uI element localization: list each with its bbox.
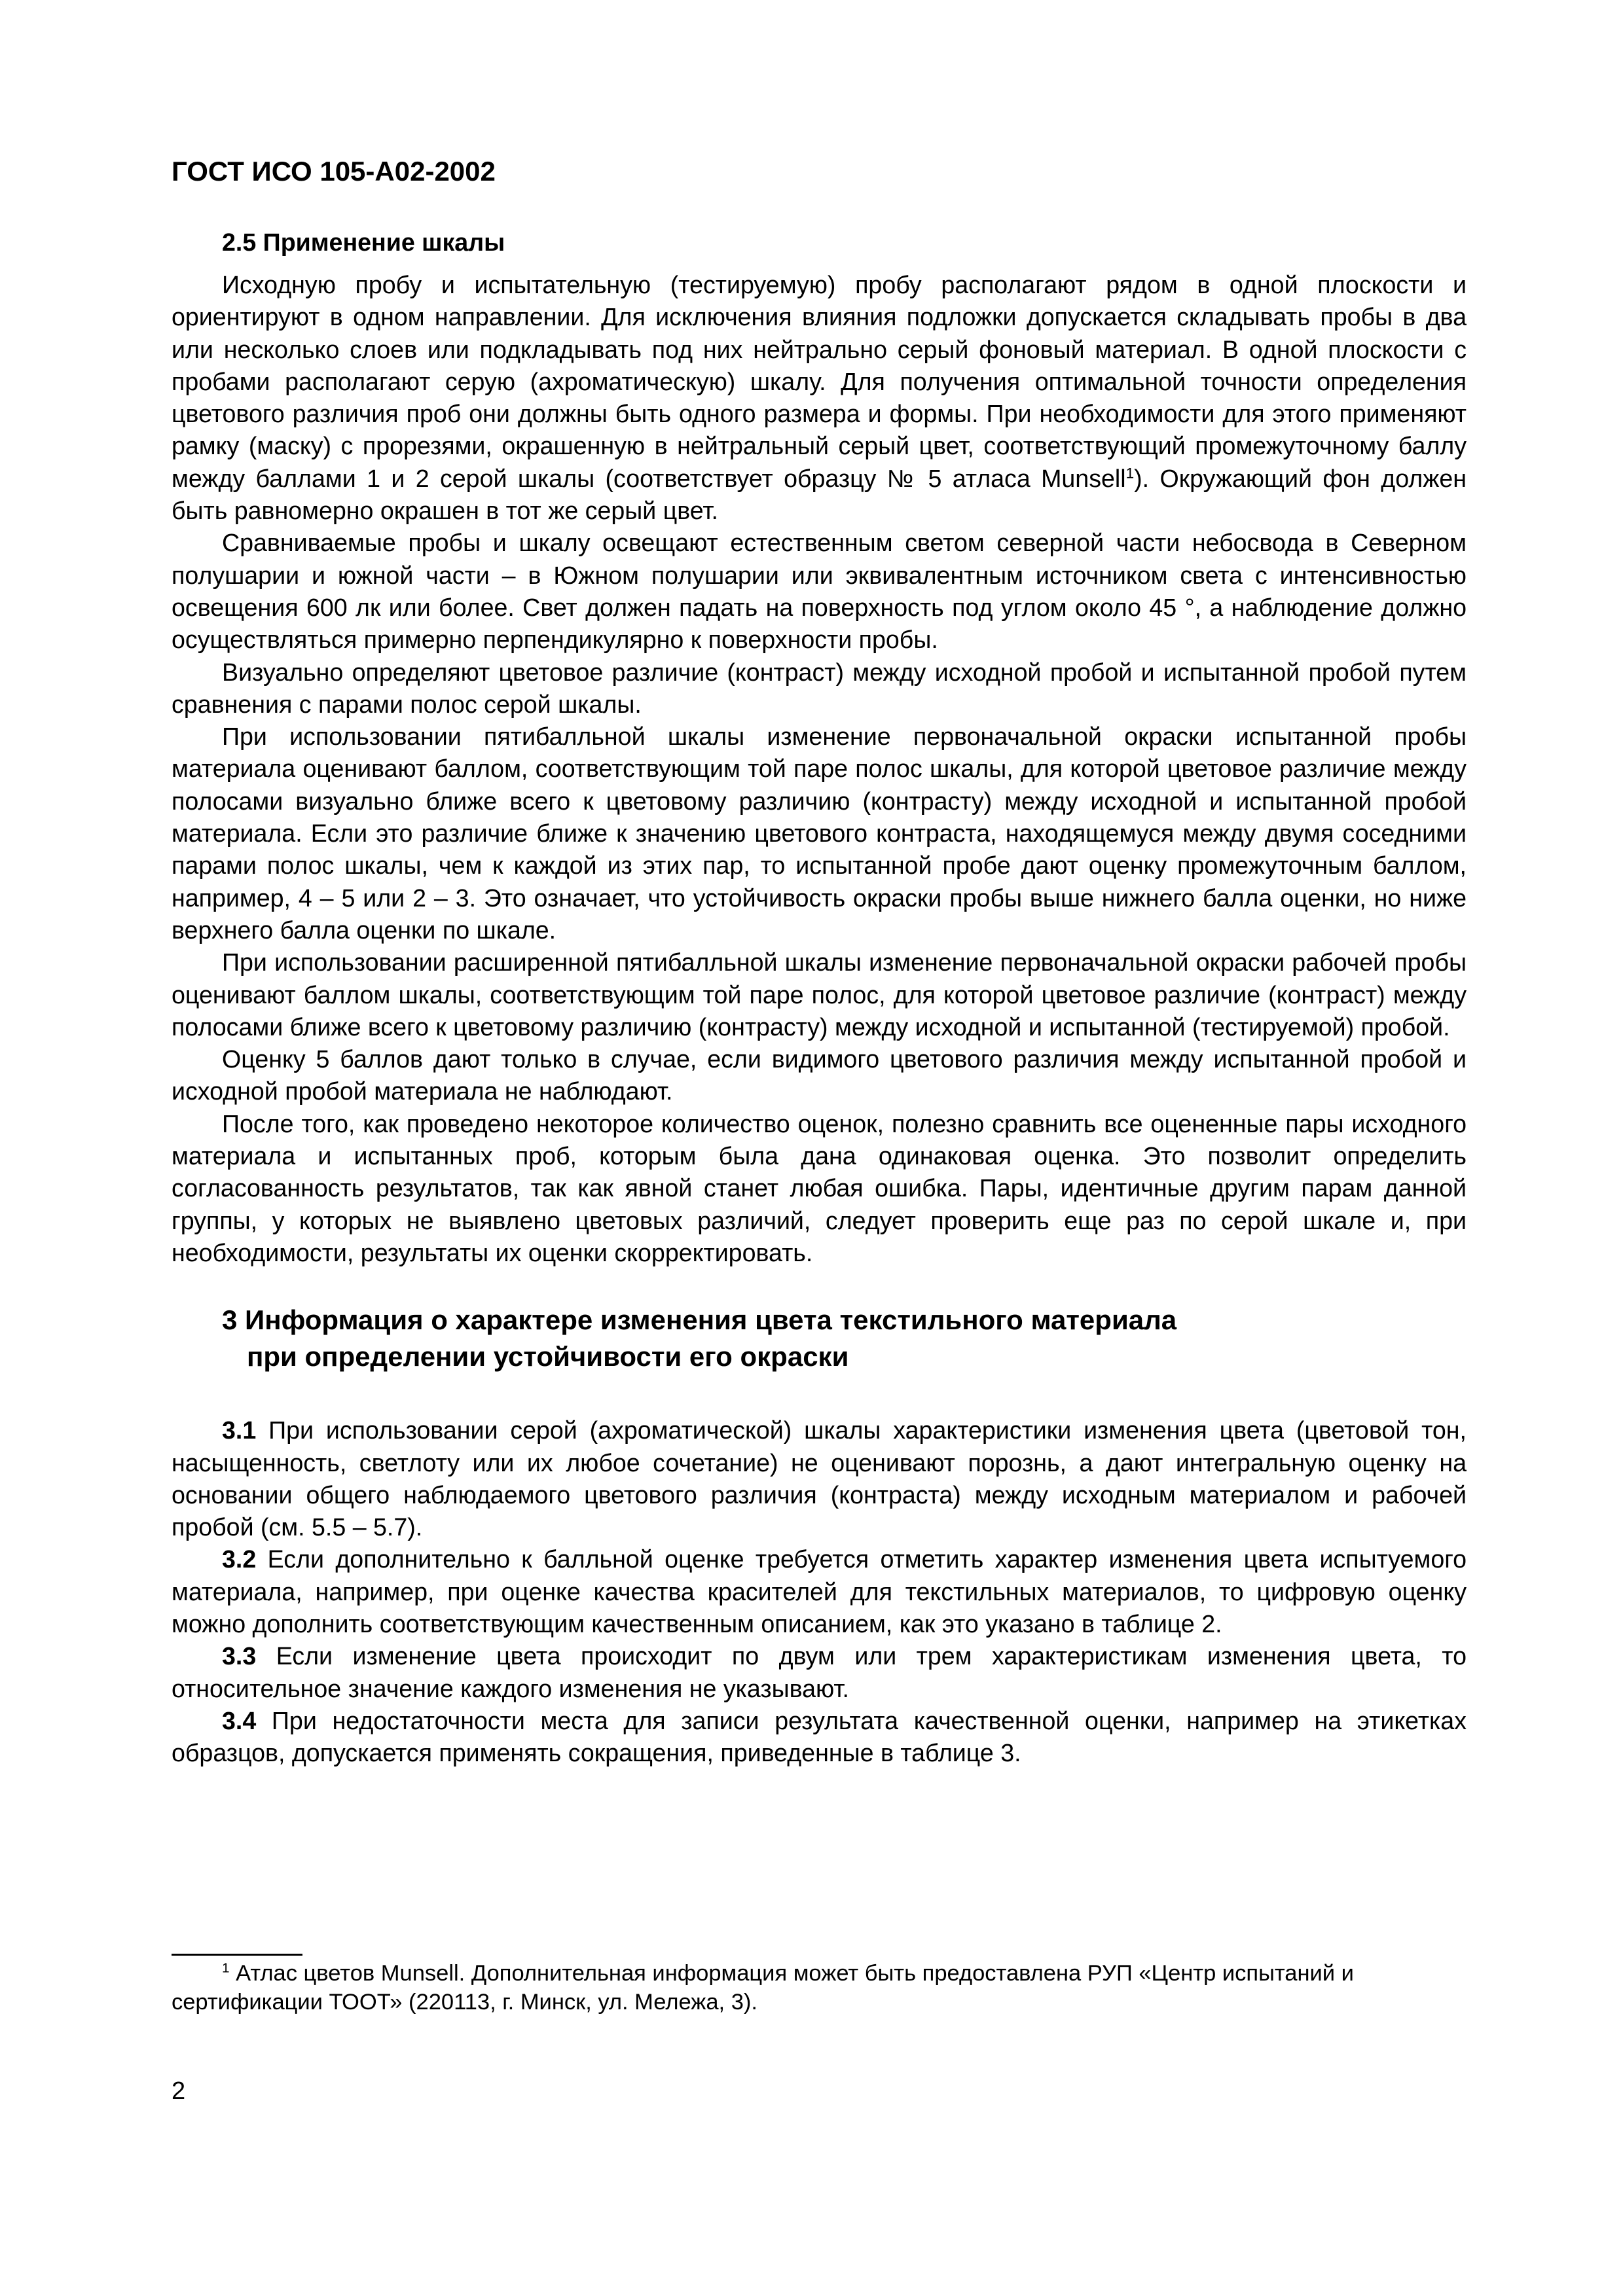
paragraph: При использовании пятибалльной шкалы изменение первоначальной окраски испытанной пробы материала оценивают баллом, соответствующим той паре полос шкалы, для которой цветовое различие между полосами визуально ближе всего к цветовому различию (контрасту) между исходной и испытанной пробой материала. Если это различие ближе к значению цветового контраста, находящемуся между двумя соседними парами полос шкалы, чем к каждой из этих пар, то испытанной пробе дают оценку промежуточным баллом, например, 4 – 5 или 2 – 3. Это означает, что устойчивость окраски пробы выше нижнего балла оценки, но ниже верхнего балла оценки по шкале.	[172, 723, 1467, 944]
paragraph: Сравниваемые пробы и шкалу освещают естественным светом северной части небосвода в Северном полушарии и южной части – в Южном полушарии или эквивалентным источником света с интенсивностью освещения 600 лк или более. Свет должен падать на поверхность под углом около 45 °, а наблюдение должно осуществляться примерно перпендикулярно к поверхности пробы.	[172, 529, 1467, 654]
clause-3-3	[172, 1640, 1467, 1705]
footnote-divider	[172, 1954, 302, 1956]
paragraph: Оценку 5 баллов дают только в случае, если видимого цветового различия между испытанной пробой и исходной пробой материала не наблюдают.	[172, 1045, 1467, 1105]
paragraph: После того, как проведено некоторое количество оценок, полезно сравнить все оцененные пары исходного материала и испытанных проб, которым была дана одинаковая оценка. Это позволит определить согласованность результатов, так как явной станет любая ошибка. Пары, идентичные другим парам данной группы, у которых не выявлено цветовых различий, следует проверить еще раз по серой шкале и, при необходимости, результаты их оценки скорректировать.	[172, 1109, 1467, 1266]
clause-number: 3.3	[222, 1642, 257, 1670]
clause-number: 3.2	[222, 1545, 257, 1573]
footnote-marker: 1	[222, 1960, 230, 1976]
clause-3-2	[172, 1543, 1467, 1640]
page-number: 2	[172, 2077, 186, 2105]
section-heading-line: при определении устойчивости его окраски	[247, 1341, 849, 1372]
document-header: ГОСТ ИСО 105-А02-2002	[172, 156, 496, 187]
clause-text: Если дополнительно к балльной оценке требуется отметить характер изменения цвета испытуемого материала, например, при оценке качества красителей для текстильных материалов, то цифровую оценку можно дополнить соответствующим качественным описанием, как это указано в таблице 2.	[172, 1545, 1467, 1638]
paragraph-text: ). Окружающий фон должен быть равномерно окрашен в тот же серый цвет.	[172, 464, 1467, 525]
clause-3-1	[172, 1414, 1467, 1543]
section-heading-3	[172, 1302, 1467, 1375]
paragraph	[172, 269, 1467, 527]
subsection-heading-2-5: 2.5 Применение шкалы	[222, 228, 505, 256]
paragraph: Визуально определяют цветовое различие (контраст) между исходной пробой и испытанной пробой путем сравнения с парами полос серой шкалы.	[172, 658, 1467, 718]
paragraph-text: Исходную пробу и испытательную (тестируемую) пробу располагают рядом в одной плоскости и ориентируют в одном направлении. Для исключения влияния подложки допускается складывать пробы в два или несколько слоев или подкладывать под них нейтрально серый фоновый материал. В одной плоскости с пробами располагают серую (ахроматическую) шкалу. Для получения оптимальной точности определения цветового различия проб они должны быть одного размера и формы. При необходимости для этого применяют рамку (маску) с прорезями, окрашенную в нейтральный серый цвет, соответствующий промежуточному баллу между баллами 1 и 2 серой шкалы (соответствует образцу № 5 атласа Munsell	[172, 271, 1467, 492]
clause-text: При использовании серой (ахроматической) шкалы характеристики изменения цвета (цветовой тон, насыщенность, светлоту или их любое сочетание) не оценивают порознь, а дают интегральную оценку на основании общего наблюдаемого цветового различия (контраста) между исходным материалом и рабочей пробой (см. 5.5 – 5.7).	[172, 1416, 1467, 1541]
footnote-reference: 1	[1125, 465, 1135, 482]
footnote-text: Атлас цветов Munsell. Дополнительная информация может быть предоставлена РУП «Центр испытаний и сертификации ТООТ» (220113, г. Минск, ул. Мележа, 3).	[172, 1961, 1354, 2015]
footnote	[172, 1959, 1467, 2017]
clause-text: При недостаточности места для записи результата качественной оценки, например на этикетках образцов, допускается применять сокращения, приведенные в таблице 3.	[172, 1706, 1467, 1767]
clause-3-4	[172, 1705, 1467, 1770]
paragraph: При использовании расширенной пятибалльной шкалы изменение первоначальной окраски рабочей пробы оценивают баллом шкалы, соответствующим той паре полос, для которой цветовое различие (контраст) между полосами ближе всего к цветовому различию (контрасту) между исходной и испытанной (тестируемой) пробой.	[172, 948, 1467, 1041]
clause-text: Если изменение цвета происходит по двум или трем характеристикам изменения цвета, то относительное значение каждого изменения не указывают.	[172, 1642, 1467, 1702]
clause-number: 3.4	[222, 1706, 257, 1734]
section-heading-line: 3 Информация о характере изменения цвета текстильного материала	[222, 1304, 1177, 1336]
main-content	[172, 226, 1467, 1769]
clause-number: 3.1	[222, 1416, 257, 1444]
